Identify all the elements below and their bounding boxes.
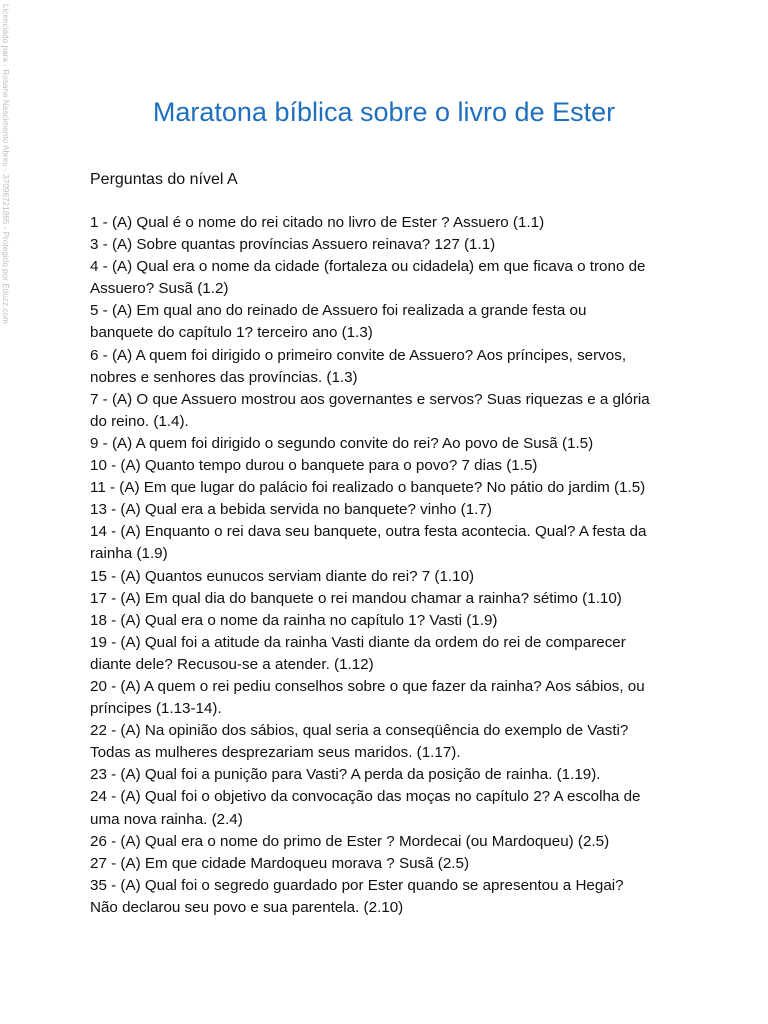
question-line: 7 - (A) O que Assuero mostrou aos governantes e servos? Suas riquezas e a glória [90,390,650,408]
question-line: 5 - (A) Em qual ano do reinado de Assuero foi realizada a grande festa ou [90,302,587,320]
question-line: 14 - (A) Enquanto o rei dava seu banquete, outra festa acontecia. Qual? A festa da [90,523,647,541]
question-line: 15 - (A) Quantos eunucos serviam diante do rei? 7 (1.10) [90,567,475,585]
question-line: 4 - (A) Qual era o nome da cidade (fortaleza ou cidadela) em que ficava o trono de [90,258,646,276]
question-line: príncipes (1.13-14). [90,700,222,718]
question-line: 9 - (A) A quem foi dirigido o segundo convite do rei? Ao povo de Susã (1.5) [90,434,594,452]
question-line: 10 - (A) Quanto tempo durou o banquete para o povo? 7 dias (1.5) [90,457,538,475]
section-subtitle: Perguntas do nível A [90,171,238,188]
question-line: Todas as mulheres desprezariam seus maridos. (1.17). [90,744,461,762]
question-line: 3 - (A) Sobre quantas províncias Assuero reinava? 127 (1.1) [90,236,496,254]
question-line: diante dele? Recusou-se a atender. (1.12) [90,655,374,673]
question-line: 24 - (A) Qual foi o objetivo da convocação das moças no capítulo 2? A escolha de [90,788,641,806]
question-line: nobres e senhores das províncias. (1.3) [90,368,358,386]
question-line: Não declarou seu povo e sua parentela. (2.10) [90,898,404,916]
question-line: 27 - (A) Em que cidade Mardoqueu morava ? Susã (2.5) [90,854,470,872]
question-line: 20 - (A) A quem o rei pediu conselhos sobre o que fazer da rainha? Aos sábios, ou [90,677,645,695]
question-line: 17 - (A) Em qual dia do banquete o rei mandou chamar a rainha? sétimo (1.10) [90,589,622,607]
question-line: 22 - (A) Na opinião dos sábios, qual seria a conseqüência do exemplo de Vasti? [90,722,629,740]
question-line: rainha (1.9) [90,545,168,563]
question-line: do reino. (1.4). [90,412,189,430]
question-line: 35 - (A) Qual foi o segredo guardado por Ester quando se apresentou a Hegai? [90,876,624,894]
question-line: 11 - (A) Em que lugar do palácio foi realizado o banquete? No pátio do jardim (1.5) [90,479,646,497]
question-line: uma nova rainha. (2.4) [90,810,243,828]
watermark-text: Licenciado para - Rosane Nascimento Abreu - 37096721865 - Protegido por Eduzz.com [1,4,10,324]
question-line: 6 - (A) A quem foi dirigido o primeiro convite de Assuero? Aos príncipes, servos, [90,346,627,364]
question-list [90,212,690,919]
question-line: Assuero? Susã (1.2) [90,280,229,298]
question-line: 1 - (A) Qual é o nome do rei citado no livro de Ester ? Assuero (1.1) [90,214,545,231]
question-line: 13 - (A) Qual era a bebida servida no banquete? vinho (1.7) [90,501,492,519]
question-line: 19 - (A) Qual foi a atitude da rainha Vasti diante da ordem do rei de comparecer [90,633,626,651]
question-line: 26 - (A) Qual era o nome do primo de Ester ? Mordecai (ou Mardoqueu) (2.5) [90,832,610,850]
question-line: 18 - (A) Qual era o nome da rainha no capítulo 1? Vasti (1.9) [90,611,498,629]
document-title: Maratona bíblica sobre o livro de Ester [152,97,616,127]
question-line: 23 - (A) Qual foi a punição para Vasti? A perda da posição de rainha. (1.19). [90,766,601,784]
question-line: banquete do capítulo 1? terceiro ano (1.3) [90,324,373,342]
